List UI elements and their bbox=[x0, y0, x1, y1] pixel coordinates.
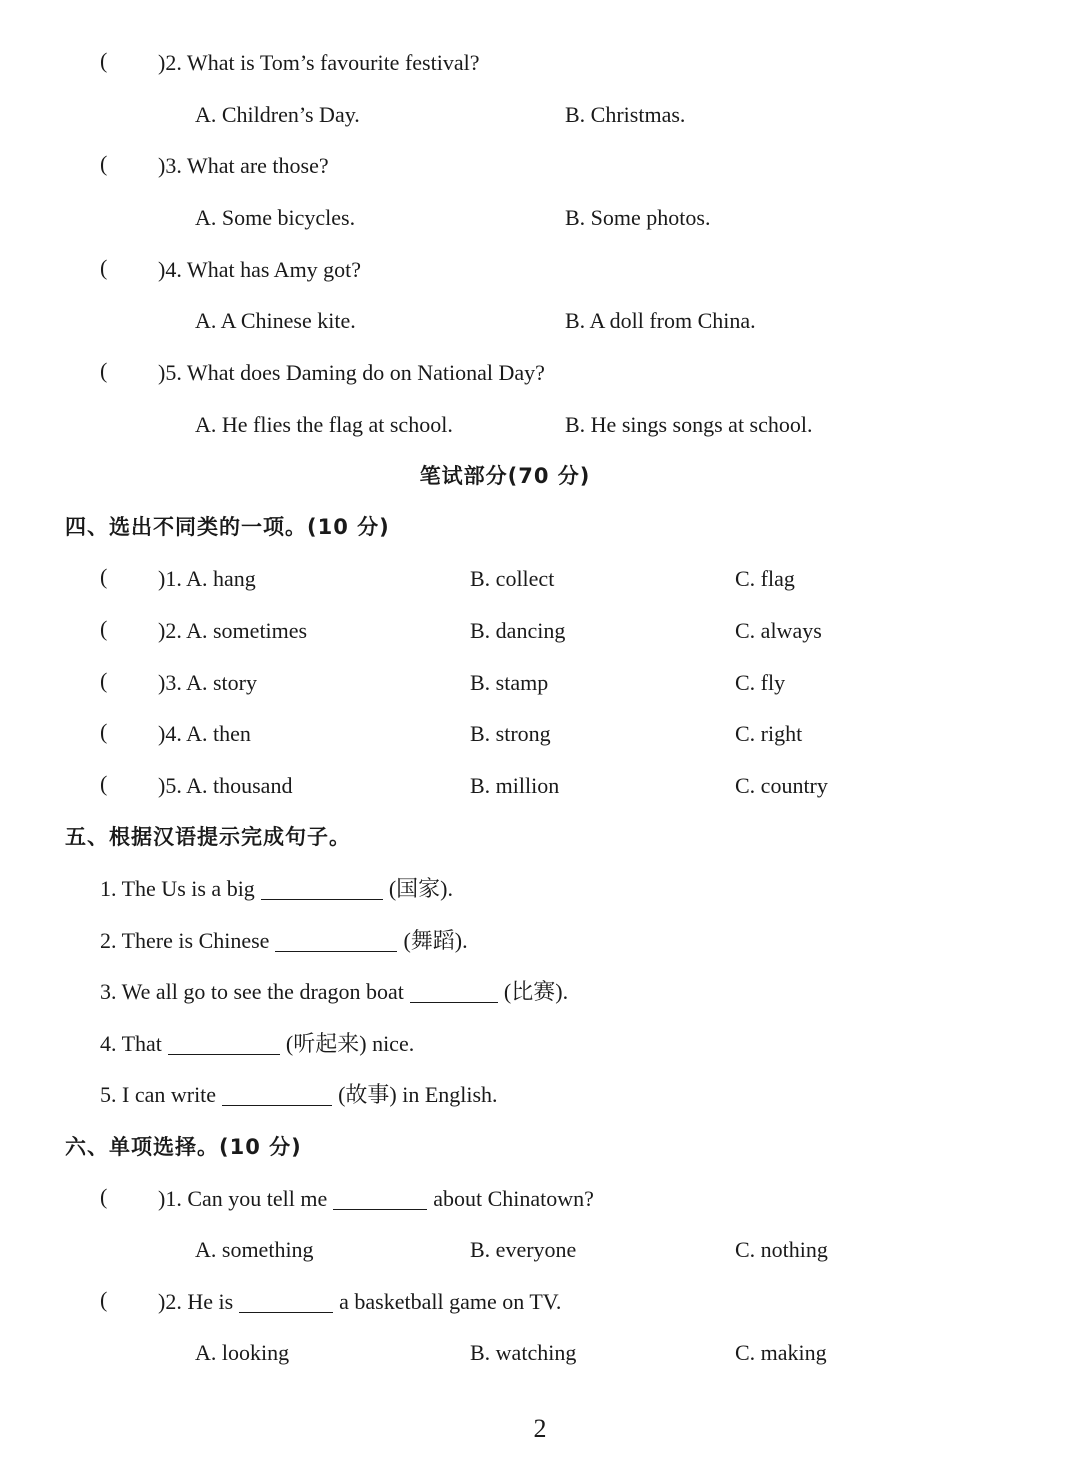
option-a: )2. A. sometimes bbox=[158, 618, 308, 643]
option-c: C. always bbox=[735, 618, 822, 643]
fill-sentence bbox=[100, 977, 568, 1007]
option-b: B. watching bbox=[470, 1340, 577, 1365]
answer-blank[interactable] bbox=[275, 929, 397, 952]
sentence-before: 5. I can write bbox=[100, 1082, 217, 1107]
question-stem: )4. What has Amy got? bbox=[158, 257, 362, 282]
sentence-before: 4. That bbox=[100, 1031, 162, 1056]
section-4-title: 四、选出不同类的一项。(10 分) bbox=[65, 515, 390, 539]
sentence-after: (听起来) nice. bbox=[285, 1031, 415, 1056]
answer-blank[interactable] bbox=[261, 877, 383, 900]
page-number: 2 bbox=[533, 1414, 547, 1443]
option-a: A. Some bicycles. bbox=[195, 205, 356, 230]
option-b: B. He sings songs at school. bbox=[565, 412, 813, 437]
stem-before: )2. He is bbox=[158, 1289, 234, 1314]
section-6-title: 六、单项选择。(10 分) bbox=[65, 1135, 302, 1159]
answer-paren[interactable]: ( bbox=[100, 1184, 108, 1209]
fill-sentence bbox=[100, 1029, 414, 1059]
sentence-after: (故事) in English. bbox=[338, 1082, 498, 1107]
option-a: A. something bbox=[195, 1237, 314, 1262]
sentence-before: 3. We all go to see the dragon boat bbox=[100, 979, 404, 1004]
option-a: A. A Chinese kite. bbox=[195, 308, 356, 333]
sentence-before: 1. The Us is a big bbox=[100, 876, 255, 901]
fill-sentence bbox=[100, 874, 453, 904]
answer-paren[interactable]: ( bbox=[100, 151, 108, 176]
question-stem bbox=[158, 1287, 561, 1317]
fill-sentence bbox=[100, 1080, 498, 1110]
answer-paren[interactable]: ( bbox=[100, 358, 108, 383]
answer-paren[interactable]: ( bbox=[100, 564, 108, 589]
option-c: C. flag bbox=[735, 566, 795, 591]
answer-paren[interactable]: ( bbox=[100, 616, 108, 641]
option-b: B. stamp bbox=[470, 670, 549, 695]
option-c: C. making bbox=[735, 1340, 827, 1365]
option-b: B. million bbox=[470, 773, 560, 798]
question-stem: )5. What does Daming do on National Day? bbox=[158, 360, 545, 385]
option-b: B. A doll from China. bbox=[565, 308, 756, 333]
option-b: B. dancing bbox=[470, 618, 566, 643]
option-b: B. collect bbox=[470, 566, 555, 591]
option-a: A. He flies the flag at school. bbox=[195, 412, 453, 437]
stem-before: )1. Can you tell me bbox=[158, 1186, 328, 1211]
sentence-after: (国家). bbox=[388, 876, 453, 901]
stem-after: a basketball game on TV. bbox=[339, 1289, 562, 1314]
answer-paren[interactable]: ( bbox=[100, 1287, 108, 1312]
answer-paren[interactable]: ( bbox=[100, 668, 108, 693]
option-c: C. fly bbox=[735, 670, 786, 695]
option-a: )4. A. then bbox=[158, 721, 251, 746]
option-a: A. Children’s Day. bbox=[195, 102, 360, 127]
option-b: B. everyone bbox=[470, 1237, 577, 1262]
option-a: A. looking bbox=[195, 1340, 290, 1365]
section-5-title: 五、根据汉语提示完成句子。 bbox=[65, 825, 351, 849]
fill-sentence bbox=[100, 926, 468, 956]
answer-blank[interactable] bbox=[239, 1290, 333, 1313]
option-c: C. right bbox=[735, 721, 803, 746]
sentence-after: (比赛). bbox=[503, 979, 569, 1004]
written-part-title: 笔试部分(70 分) bbox=[419, 464, 591, 488]
answer-blank[interactable] bbox=[222, 1083, 332, 1106]
option-b: B. Some photos. bbox=[565, 205, 711, 230]
option-b: B. Christmas. bbox=[565, 102, 686, 127]
option-c: C. nothing bbox=[735, 1237, 828, 1262]
option-c: C. country bbox=[735, 773, 828, 798]
stem-after: about Chinatown? bbox=[433, 1186, 594, 1211]
answer-paren[interactable]: ( bbox=[100, 255, 108, 280]
option-a: )1. A. hang bbox=[158, 566, 256, 591]
answer-paren[interactable]: ( bbox=[100, 771, 108, 796]
option-a: )3. A. story bbox=[158, 670, 257, 695]
answer-paren[interactable]: ( bbox=[100, 719, 108, 744]
answer-paren[interactable]: ( bbox=[100, 48, 108, 73]
sentence-before: 2. There is Chinese bbox=[100, 928, 270, 953]
option-a: )5. A. thousand bbox=[158, 773, 293, 798]
question-stem: )3. What are those? bbox=[158, 153, 329, 178]
answer-blank[interactable] bbox=[168, 1032, 280, 1055]
sentence-after: (舞蹈). bbox=[403, 928, 468, 953]
answer-blank[interactable] bbox=[410, 980, 498, 1003]
question-stem bbox=[158, 1184, 594, 1214]
answer-blank[interactable] bbox=[333, 1187, 427, 1210]
option-b: B. strong bbox=[470, 721, 551, 746]
question-stem: )2. What is Tom’s favourite festival? bbox=[158, 50, 480, 75]
